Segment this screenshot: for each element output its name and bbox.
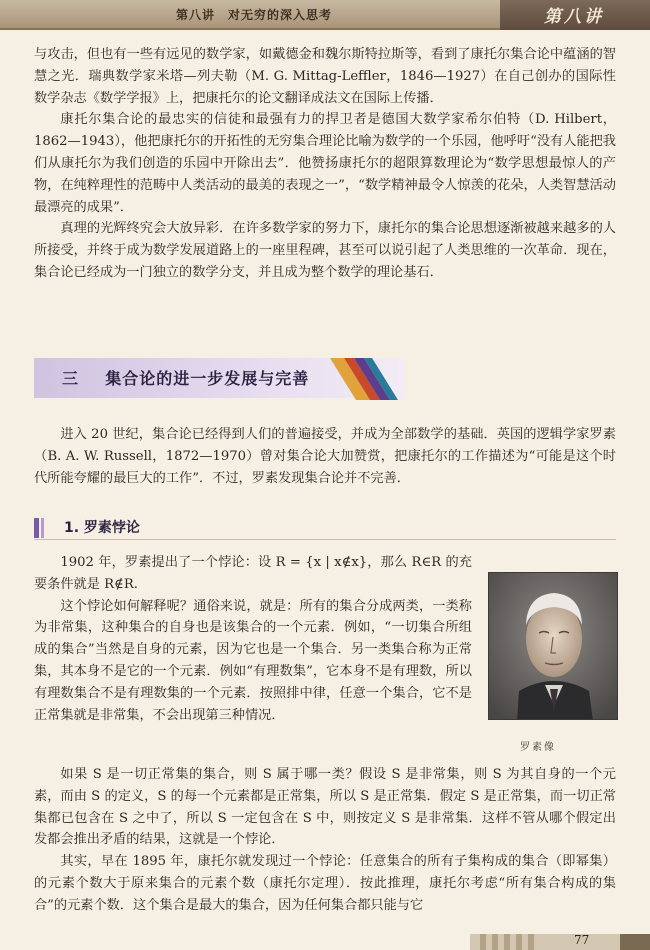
- chapter-tab: [500, 0, 650, 30]
- closing-text: [34, 764, 616, 917]
- russell-portrait: [488, 572, 618, 720]
- section-intro: [34, 424, 616, 489]
- paragraph: 与攻击，但也有一些有远见的数学家，如戴德金和魏尔斯特拉斯等，看到了康托尔集合论中蕴涵的智慧之光．瑞典数学家米塔—列夫勒（M. G. Mittag-Leffler，1846—1927）在自己创办的国际性数学杂志《数学学报》上，把康托尔的论文翻译成法文在国际上传播．: [34, 47, 616, 106]
- paragraph: 这个悖论如何解释呢？通俗来说，就是：所有的集合分成两类，一类称为非常集，这种集合的自身也是该集合的一个元素．例如，“一切集合所组成的集合”当然是自身的元素，因为它也是一个集合．另一类集合称为正常集，其本身不是它的一个元素．例如“有理数集”，它本身不是有理数，所以有理数集合不是有理数集的一个元素．按照排中律，任意一个集合，它不是正常集就是非常集，不会出现第三种情况．: [34, 598, 472, 723]
- page-header: [0, 0, 650, 30]
- portrait-caption: 罗素像: [520, 742, 556, 753]
- section-title: [62, 366, 309, 389]
- section-number: 三: [62, 369, 80, 388]
- page-number: 77: [574, 933, 590, 947]
- paragraph: 其实，早在 1895 年，康托尔就发现过一个悖论：任意集合的所有子集构成的集合（即幂集）的元素个数大于原来集合的元素个数（康托尔定理）．按此推理，康托尔考虑“所有集合构成的集合”的元素个数．这个集合是最大的集合，因为任何集合都只能与它: [34, 854, 616, 913]
- paradox-text: [34, 552, 472, 726]
- subsection-title: 1. 罗素悖论: [64, 520, 140, 536]
- paragraph: 真理的光辉终究会大放异彩．在许多数学家的努力下，康托尔的集合论思想逐渐被越来越多的人所接受，并终于成为数学发展道路上的一座里程碑，甚至可以说引起了人类思维的一次革命．现在，集合论已经成为一门独立的数学分支，并且成为整个数学的理论基石．: [34, 221, 616, 280]
- paragraph: 进入 20 世纪，集合论已经得到人们的普遍接受，并成为全部数学的基础．英国的逻辑学家罗素（B. A. W. Russell，1872—1970）曾对集合论大加赞赏，把康托尔的工作描述为“可能是这个时代所能夸耀的最巨大的工作”．不过，罗素发现集合论并不完善．: [34, 427, 616, 486]
- subsection-heading: [34, 516, 616, 540]
- paragraph: 1902 年，罗素提出了一个悖论：设 R = {x | x∉x}，那么 R∈R 的充要条件就是 R∉R.: [34, 555, 472, 592]
- banner-stripes-decoration: [330, 352, 402, 406]
- footer-decoration: [0, 930, 650, 950]
- heading-bar-decoration: [41, 518, 44, 538]
- section-heading: 集合论的进一步发展与完善: [105, 369, 310, 388]
- portrait-image: [489, 573, 618, 720]
- paragraph: 如果 S 是一切正常集的集合，则 S 属于哪一类？假设 S 是非常集，则 S 为其自身的一个元素，而由 S 的定义，S 的每一个元素都是正常集，所以 S 是正常集．假定 S 是正常集，而一切正常集都已包含在 S 之中了，所以 S 一定包含在 S 中，则按定义 S 是非常集．这样不管从哪个假定出发都会推出矛盾的结果，这就是一个悖论．: [34, 767, 616, 848]
- chapter-tab-label: 第八讲: [544, 7, 604, 27]
- heading-bar-decoration: [34, 518, 39, 538]
- chapter-title: 第八讲 对无穷的深入思考: [176, 8, 333, 22]
- paragraph: 康托尔集合论的最忠实的信徒和最强有力的捍卫者是德国大数学家希尔伯特（D. Hilbert，1862—1943），他把康托尔的开拓性的无穷集合理论比喻为数学的一个乐园，他呼吁“没有人能把我们从康托尔为我们创造的乐园中开除出去”．他赞扬康托尔的超限算数理论为“数学思想最惊人的产物，在纯粹理性的范畴中人类活动的最美的表现之一”，“数学精神最令人惊羡的花朵，人类智慧活动最漂亮的成果”．: [34, 112, 616, 215]
- intro-text: [34, 44, 616, 284]
